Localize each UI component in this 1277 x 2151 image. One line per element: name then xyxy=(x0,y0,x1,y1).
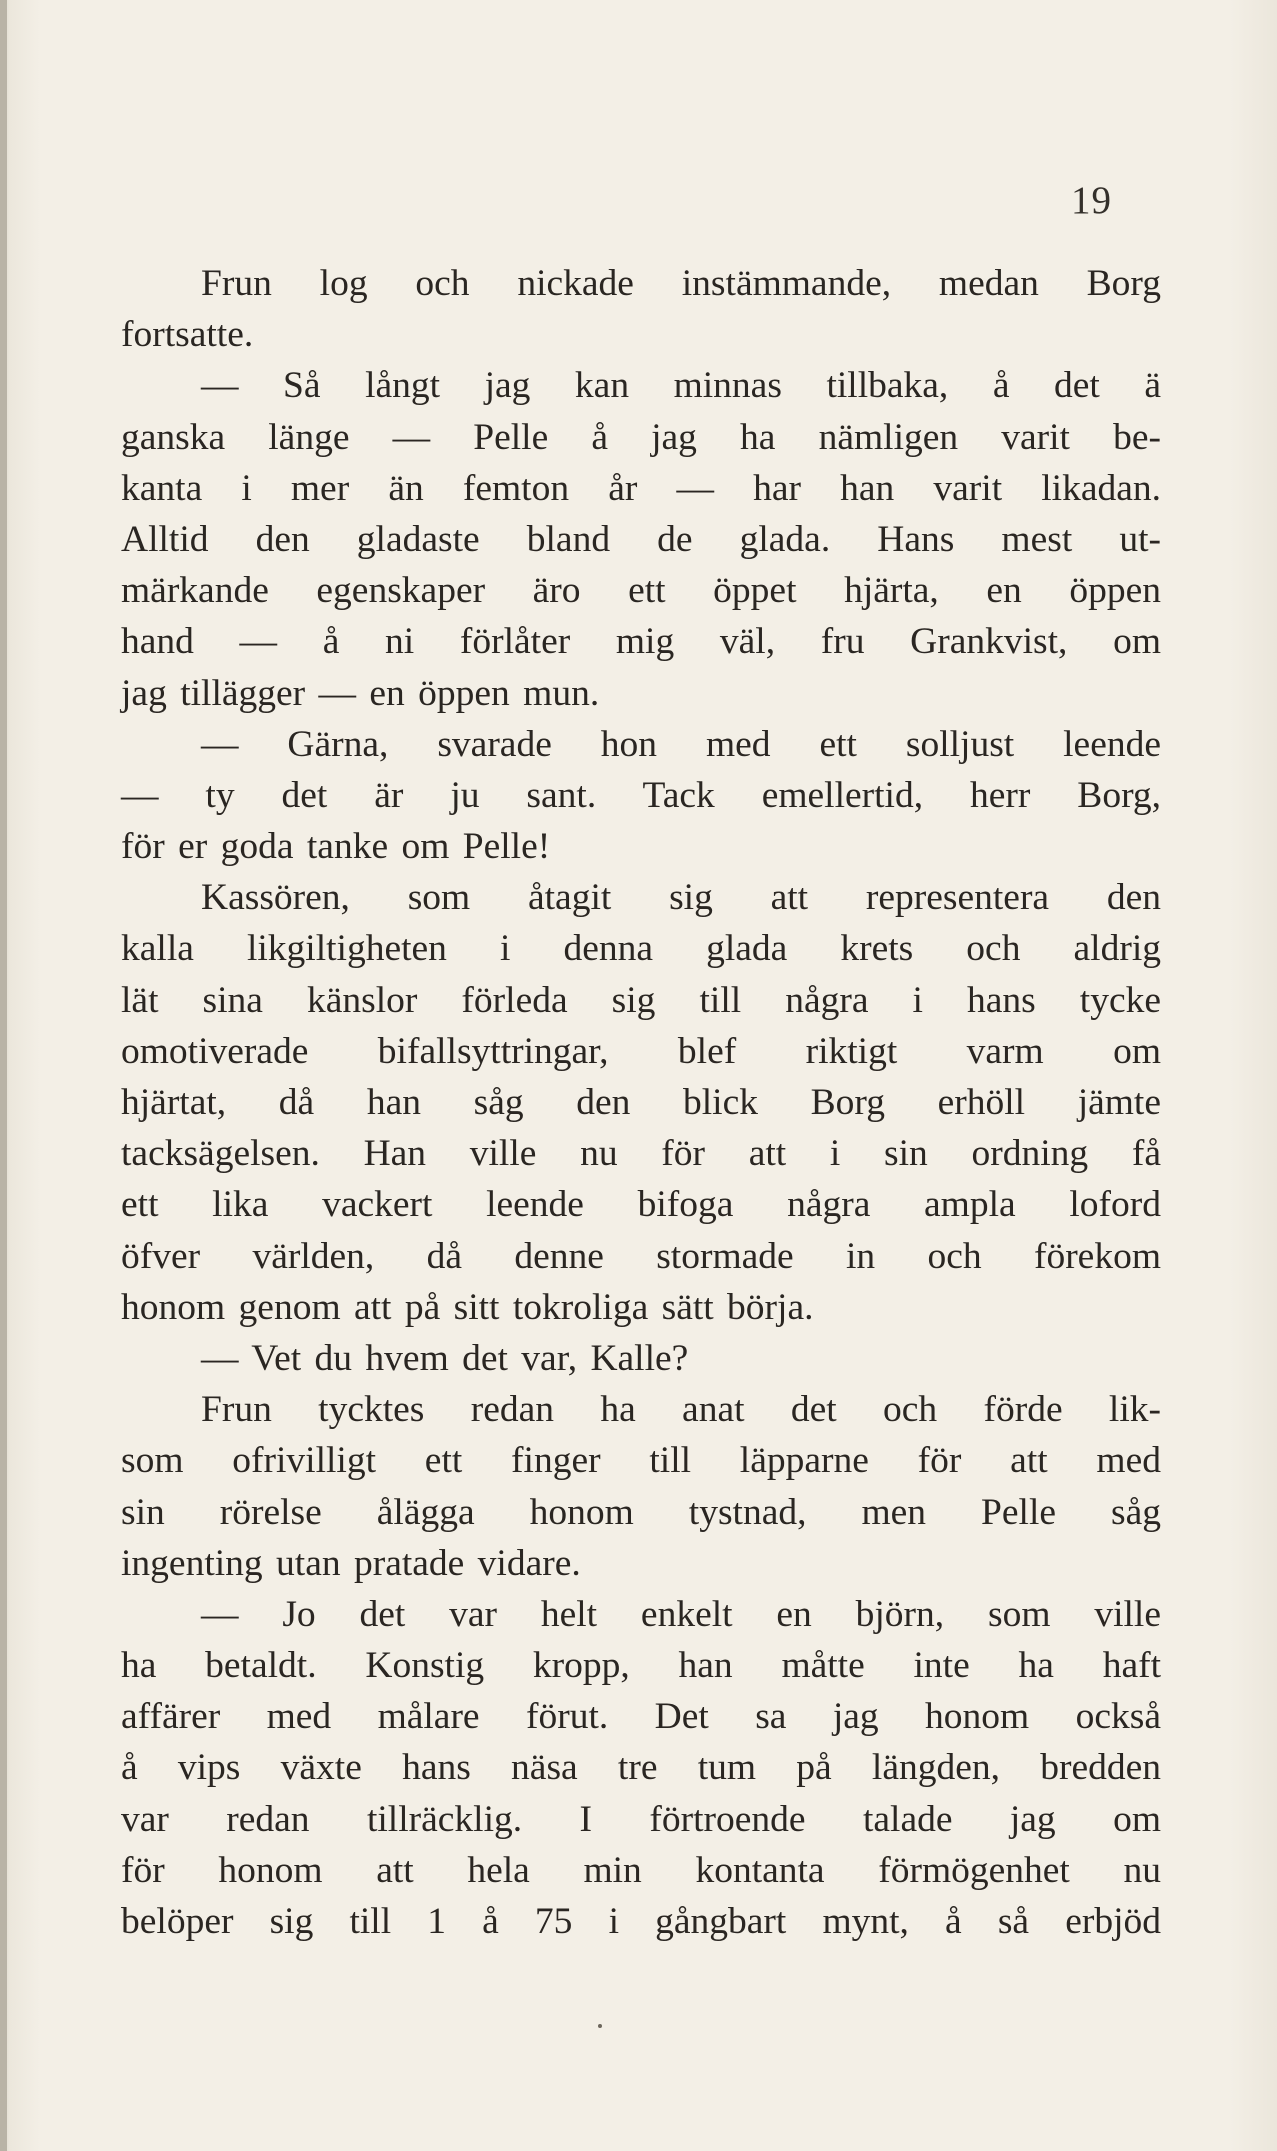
text-line: — ty det är ju sant. Tack emellertid, herr Borg, xyxy=(121,774,1161,816)
text-line: ganska länge — Pelle å jag ha nämligen varit be- xyxy=(121,416,1161,458)
text-line: tacksägelsen. Han ville nu för att i sin ordning få xyxy=(121,1133,1161,1175)
text-line: ha betaldt. Konstig kropp, han måtte inte ha haft xyxy=(121,1645,1161,1687)
text-line: märkande egenskaper äro ett öppet hjärta, en öppen xyxy=(121,570,1161,612)
text-line: — Så långt jag kan minnas tillbaka, å det ä xyxy=(201,365,1161,407)
text-line: för er goda tanke om Pelle! xyxy=(121,826,551,868)
text-line: kalla likgiltigheten i denna glada krets och aldrig xyxy=(121,928,1161,970)
text-line: å vips växte hans näsa tre tum på längden, bredden xyxy=(121,1747,1161,1789)
text-line: hand — å ni förlåter mig väl, fru Grankvist, om xyxy=(121,621,1161,663)
text-line: var redan tillräcklig. I förtroende talade jag om xyxy=(121,1798,1161,1840)
body-text xyxy=(121,258,1161,1947)
text-line: lät sina känslor förleda sig till några i hans tycke xyxy=(121,979,1161,1021)
text-line: jag tillägger — en öppen mun. xyxy=(121,672,600,714)
text-line: för honom att hela min kontanta förmögenhet nu xyxy=(121,1849,1161,1891)
page-edge-shadow xyxy=(0,0,7,2151)
page-number: 19 xyxy=(1071,179,1112,222)
text-line: ingenting utan pratade vidare. xyxy=(121,1542,581,1584)
text-line: Kassören, som åtagit sig att representera den xyxy=(201,877,1161,919)
text-line: belöper sig till 1 å 75 i gångbart mynt, å så erbjöd xyxy=(121,1901,1161,1942)
text-line: hjärtat, då han såg den blick Borg erhöll jämte xyxy=(121,1082,1161,1123)
text-line: Frun tycktes redan ha anat det och förde lik- xyxy=(201,1389,1161,1431)
text-line: fortsatte. xyxy=(121,314,254,356)
text-line: som ofrivilligt ett finger till läpparne för att med xyxy=(121,1440,1161,1482)
text-line: omotiverade bifallsyttringar, blef riktigt varm om xyxy=(121,1030,1161,1072)
text-line: affärer med målare förut. Det sa jag honom också xyxy=(121,1696,1161,1738)
text-line: honom genom att på sitt tokroliga sätt börja. xyxy=(121,1286,814,1328)
text-line: — Jo det var helt enkelt en björn, som ville xyxy=(201,1593,1161,1635)
text-line: — Vet du hvem det var, Kalle? xyxy=(201,1337,689,1379)
text-line: ett lika vackert leende bifoga några ampla loford xyxy=(121,1184,1161,1226)
text-line: sin rörelse ålägga honom tystnad, men Pelle såg xyxy=(121,1491,1161,1533)
text-line: kanta i mer än femton år — har han varit likadan. xyxy=(121,467,1161,509)
text-line: — Gärna, svarade hon med ett solljust leende xyxy=(201,723,1161,765)
print-speck xyxy=(598,2024,602,2028)
text-line: öfver världen, då denne stormade in och förekom xyxy=(121,1235,1161,1277)
text-line: Alltid den gladaste bland de glada. Hans mest ut- xyxy=(121,518,1161,560)
text-line: Frun log och nickade instämmande, medan Borg xyxy=(201,263,1161,304)
